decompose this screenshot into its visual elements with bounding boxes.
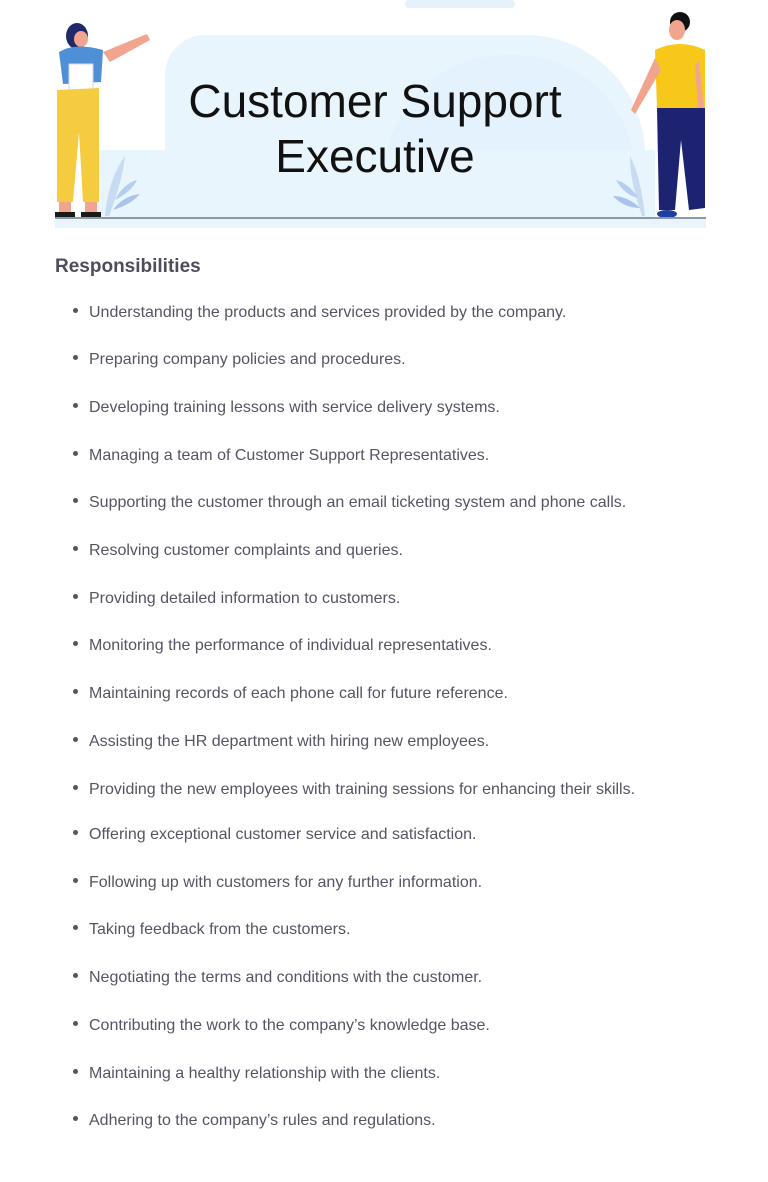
list-item: Providing detailed information to customers. — [73, 590, 400, 608]
ground-strip — [55, 219, 706, 228]
background-shape — [405, 0, 515, 8]
banner-title-line2: Executive — [275, 130, 475, 182]
list-item: Contributing the work to the company’s knowledge base. — [73, 1017, 490, 1035]
bullet-icon — [73, 689, 78, 694]
bullet-icon — [73, 737, 78, 742]
woman-illustration — [55, 22, 155, 222]
list-item: Supporting the customer through an email ticketing system and phone calls. — [73, 494, 626, 512]
list-item: Monitoring the performance of individual representatives. — [73, 637, 492, 655]
list-item: Preparing company policies and procedures. — [73, 351, 406, 369]
list-item: Understanding the products and services provided by the company. — [73, 304, 566, 322]
bullet-icon — [73, 830, 78, 835]
list-item: Maintaining a healthy relationship with the clients. — [73, 1065, 440, 1083]
list-item: Maintaining records of each phone call for future reference. — [73, 685, 508, 703]
bullet-icon — [73, 546, 78, 551]
bullet-icon — [73, 451, 78, 456]
responsibilities-heading: Responsibilities — [55, 256, 201, 277]
header-banner — [55, 0, 706, 228]
bullet-icon — [73, 925, 78, 930]
bullet-icon — [73, 785, 78, 790]
bullet-icon — [73, 594, 78, 599]
bullet-icon — [73, 403, 78, 408]
bullet-icon — [73, 498, 78, 503]
bullet-icon — [73, 878, 78, 883]
list-item: Taking feedback from the customers. — [73, 921, 350, 939]
list-item: Assisting the HR department with hiring new employees. — [73, 733, 489, 751]
list-item: Resolving customer complaints and queries. — [73, 542, 403, 560]
banner-title-line1: Customer Support — [188, 75, 562, 127]
man-illustration — [625, 10, 706, 220]
bullet-icon — [73, 1021, 78, 1026]
list-item: Providing the new employees with training sessions for enhancing their skills. — [73, 781, 635, 799]
list-item: Following up with customers for any further information. — [73, 874, 482, 892]
banner-title — [165, 74, 585, 184]
list-item: Negotiating the terms and conditions with the customer. — [73, 969, 482, 987]
bullet-icon — [73, 355, 78, 360]
list-item: Adhering to the company’s rules and regulations. — [73, 1112, 436, 1130]
bullet-icon — [73, 1116, 78, 1121]
list-item: Managing a team of Customer Support Representatives. — [73, 447, 489, 465]
list-item: Developing training lessons with service delivery systems. — [73, 399, 500, 417]
bullet-icon — [73, 308, 78, 313]
bullet-icon — [73, 1069, 78, 1074]
bullet-icon — [73, 973, 78, 978]
list-item: Offering exceptional customer service and satisfaction. — [73, 826, 476, 844]
bullet-icon — [73, 641, 78, 646]
